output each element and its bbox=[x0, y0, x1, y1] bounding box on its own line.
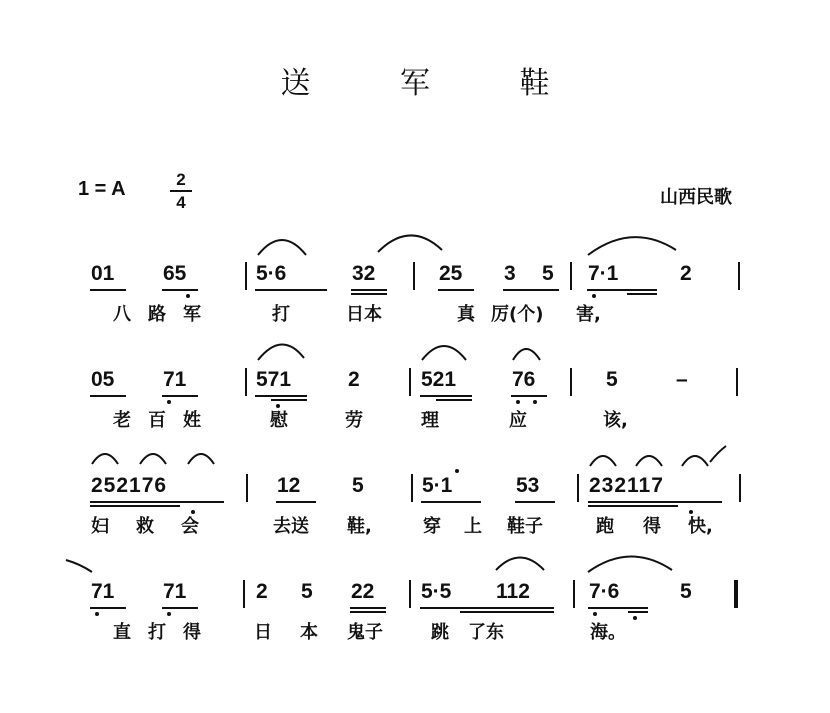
lyric: 打 bbox=[272, 304, 290, 325]
lyric: 路 bbox=[148, 304, 166, 325]
note-group: 252176 bbox=[91, 474, 168, 497]
lyric: 了东 bbox=[468, 622, 504, 643]
lyric: 老 bbox=[113, 410, 131, 431]
slur bbox=[92, 454, 118, 464]
lyric: 去送 bbox=[273, 516, 309, 537]
note-group: – bbox=[676, 368, 688, 391]
slur bbox=[710, 446, 726, 462]
lyric: 真 bbox=[457, 304, 475, 325]
lyric: 鬼子 bbox=[347, 622, 383, 643]
lyric: 本 bbox=[300, 622, 318, 643]
lyric: 慰 bbox=[270, 410, 288, 431]
slur bbox=[378, 235, 442, 252]
note-group: 22 bbox=[351, 580, 375, 603]
lyric: 姓 bbox=[183, 410, 201, 431]
lyric: 得 bbox=[643, 516, 661, 537]
slur bbox=[636, 456, 662, 466]
note-group: 3 bbox=[504, 262, 516, 285]
note-group: 12 bbox=[277, 474, 301, 497]
slur bbox=[258, 344, 304, 360]
slur bbox=[188, 454, 214, 464]
note-group: 232117 bbox=[589, 474, 664, 497]
lyric: 八 bbox=[113, 304, 131, 325]
lyric: 海。 bbox=[590, 622, 626, 643]
note-group: 5 bbox=[301, 580, 313, 603]
lyric: 会 bbox=[181, 516, 199, 537]
lyric: 跳 bbox=[431, 622, 449, 643]
lyric: 上 bbox=[464, 516, 482, 537]
note-group: 71 bbox=[163, 580, 187, 603]
slur bbox=[258, 240, 306, 255]
note-group: 5·1 bbox=[422, 474, 453, 497]
lyric: 穿 bbox=[423, 516, 441, 537]
slur bbox=[590, 456, 616, 466]
note-group: 2 bbox=[680, 262, 692, 285]
slur bbox=[682, 456, 708, 466]
lyric: 跑 bbox=[596, 516, 614, 537]
note-group: 2 bbox=[256, 580, 268, 603]
lyric: 妇 bbox=[91, 516, 109, 537]
lyric: 劳 bbox=[345, 410, 363, 431]
lyric: 应 bbox=[509, 410, 527, 431]
lyric: 害, bbox=[576, 304, 601, 325]
time-signature-top: 2 bbox=[176, 170, 186, 189]
lyric: 厉(个) bbox=[491, 304, 544, 325]
note-group: 5·6 bbox=[256, 262, 287, 285]
lyric: 快, bbox=[688, 516, 713, 537]
slur bbox=[588, 237, 676, 255]
note-group: 571 bbox=[256, 368, 292, 391]
slur bbox=[140, 454, 166, 464]
note-group: 7·6 bbox=[589, 580, 620, 603]
lyric: 军 bbox=[183, 304, 201, 325]
lyric: 理 bbox=[421, 410, 439, 431]
lyric: 鞋, bbox=[347, 516, 372, 537]
note-group: 53 bbox=[516, 474, 540, 497]
lyric: 日本 bbox=[346, 304, 382, 325]
note-group: 01 bbox=[91, 262, 115, 285]
note-group: 76 bbox=[512, 368, 536, 391]
note-group: 5 bbox=[542, 262, 554, 285]
note-group: 25 bbox=[439, 262, 463, 285]
lyric: 该, bbox=[603, 410, 628, 431]
slur bbox=[66, 560, 92, 572]
note-group: 65 bbox=[163, 262, 187, 285]
lyric: 鞋子 bbox=[507, 516, 543, 537]
note-group: 71 bbox=[163, 368, 187, 391]
note-group: 71 bbox=[91, 580, 115, 603]
key-signature: 1 = A bbox=[78, 178, 126, 200]
note-group: 5 bbox=[352, 474, 364, 497]
note-group: 5 bbox=[606, 368, 618, 391]
note-group: 05 bbox=[91, 368, 115, 391]
note-group: 112 bbox=[496, 580, 530, 603]
song-title: 送 军 鞋 bbox=[280, 66, 590, 101]
note-group: 7·1 bbox=[588, 262, 619, 285]
lyric: 救 bbox=[136, 516, 154, 537]
lyric: 日 bbox=[254, 622, 272, 643]
lyric: 百 bbox=[148, 410, 166, 431]
note-group: 5·5 bbox=[421, 580, 452, 603]
note-group: 2 bbox=[348, 368, 360, 391]
slur bbox=[588, 556, 672, 572]
slur bbox=[422, 346, 466, 360]
note-group: 521 bbox=[421, 368, 457, 391]
note-group: 5 bbox=[680, 580, 692, 603]
lyric: 得 bbox=[183, 622, 201, 643]
lyric: 直 bbox=[113, 622, 131, 643]
time-signature-bottom: 4 bbox=[176, 193, 186, 212]
lyric: 打 bbox=[148, 622, 166, 643]
slur bbox=[496, 558, 544, 571]
note-group: 32 bbox=[352, 262, 376, 285]
slur bbox=[513, 349, 540, 360]
song-origin: 山西民歌 bbox=[660, 187, 732, 208]
